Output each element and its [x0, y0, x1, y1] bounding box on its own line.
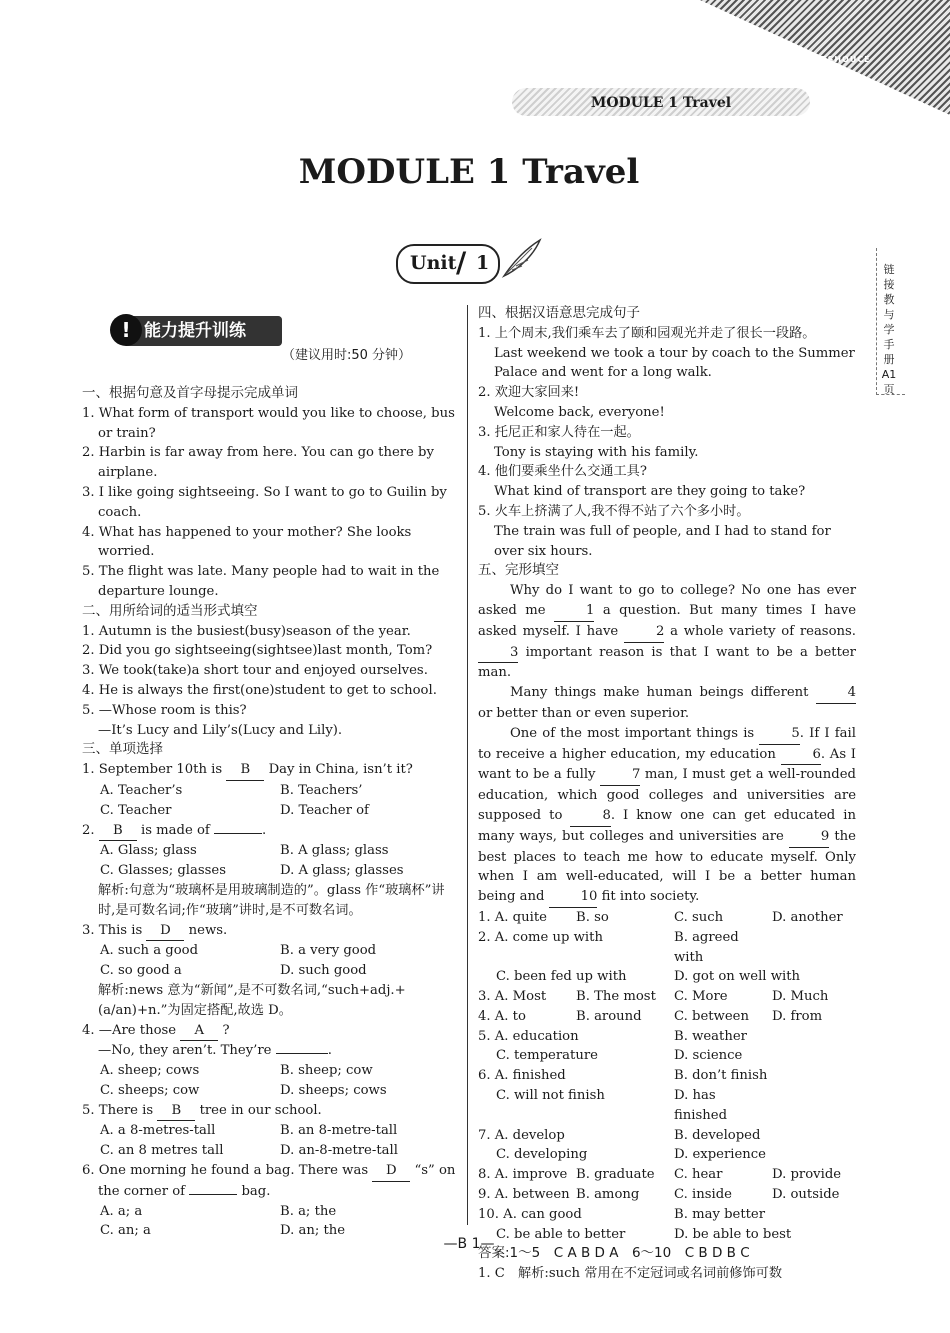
options: C. an; a D. an; the [100, 1223, 346, 1239]
question: 1. What form of transport would you like to choose, bus or train? [82, 405, 455, 441]
question: 1. September 10th is B Day in China, isn’t it? [82, 760, 458, 781]
question: 4. He is always the first(one)student to get to school. [82, 682, 437, 698]
answer-blank: D [146, 921, 184, 942]
cloze-blank: 7 [600, 765, 640, 786]
module-banner: MODULE 1 Travel [512, 88, 810, 116]
cloze-blank: 9 [789, 827, 829, 848]
cloze-blank: 8 [570, 806, 610, 827]
options: 7. A. develop B. developed [478, 1127, 761, 1143]
suggested-time: （建议用时:50 分钟） [282, 348, 412, 363]
section-title: 三、单项选择 [82, 741, 163, 758]
side-note: 链 接 教 与 学 手 册 A1 页 [881, 263, 897, 396]
answer-blank: A [180, 1021, 218, 1042]
options: 9. A. between B. among C. inside D. outside [478, 1187, 840, 1203]
answer-blank: B [99, 821, 137, 842]
options: 8. A. improve B. graduate C. hear D. provide [478, 1167, 842, 1183]
answer-explanation: 1. C 解析:such 常用在不定冠词或名词前修饰可数 [478, 1266, 783, 1282]
answer-sentence: Last weekend we took a tour by coach to the Summer Palace and went for a long walk. [494, 345, 855, 381]
options: 5. A. education B. weather [478, 1028, 747, 1044]
options: C. Teacher D. Teacher of [100, 802, 369, 818]
question: 2. B is made of . [82, 821, 458, 842]
question: 1. Autumn is the busiest(busy)season of the year. [82, 623, 411, 639]
passage-paragraph: Why do I want to go to college? No one has ever asked me 1 a question. But many times I have asked myself. I have 2 a whole variety of reasons. 3 important reason is that I want to be a better man. [478, 583, 857, 681]
answer-sentence: Tony is staying with his family. [494, 444, 699, 460]
options: A. a; a B. a; the [100, 1203, 337, 1219]
unit-slash: / [456, 246, 467, 279]
options: C. sheeps; cow D. sheeps; cows [100, 1082, 387, 1098]
cloze-blank: 5 [759, 724, 799, 745]
options: C. developing D. experience [496, 1147, 766, 1163]
cloze-blank: 4 [816, 683, 856, 704]
question: 3. We took(take)a short tour and enjoyed ourselves. [82, 663, 428, 679]
section-title: 五、完形填空 [478, 562, 559, 579]
question: 3. This is D news. [82, 921, 458, 942]
page-number: —B 1— [443, 1236, 495, 1252]
question-line: —No, they aren’t. They’re . [98, 1043, 332, 1059]
unit-number: 1 [476, 252, 490, 274]
question: 2. Harbin is far away from here. You can go there by airplane. [82, 445, 434, 481]
answer-blank: B [226, 760, 264, 781]
section-title: 四、根据汉语意思完成句子 [478, 305, 640, 321]
options: A. a 8-metres-tall B. an 8-metre-tall [100, 1123, 398, 1139]
question: —It’s Lucy and Lily’s(Lucy and Lily). [98, 722, 343, 738]
cloze-blank: 3 [478, 643, 518, 664]
options: C. will not finish D. has finished [496, 1088, 728, 1123]
cloze-blank: 1 [554, 601, 594, 622]
question: 3. I like going sightseeing. So I want to go to Guilin by coach. [82, 484, 447, 520]
passage-paragraph: Many things make human beings different 4 or better than or even superior. [478, 685, 856, 721]
blank [189, 1194, 237, 1195]
answer-sentence: What kind of transport are they going to take? [494, 484, 806, 500]
answer-sentence: The train was full of people, and I had to stand for over six hours. [494, 523, 831, 559]
feather-icon [498, 236, 544, 282]
section-title: 一、根据句意及首字母提示完成单词 [82, 385, 298, 401]
right-column [478, 304, 856, 1284]
cloze-blank: 2 [624, 622, 664, 643]
options: A. Glass; glass B. A glass; glass [100, 843, 389, 859]
answer-blank: B [157, 1101, 195, 1122]
column-divider [467, 305, 468, 1225]
answer-blank: D [372, 1161, 410, 1182]
options: A. Teacher’s B. Teachers’ [100, 782, 363, 798]
blank [276, 1053, 328, 1054]
cloze-blank: 10 [549, 887, 598, 908]
question: 2. Did you go sightseeing(sightsee)last month, Tom? [82, 643, 433, 659]
options: 4. A. to B. around C. between D. from [478, 1008, 823, 1024]
options: 6. A. finished B. don’t finish [478, 1068, 768, 1084]
options: C. temperature D. science [496, 1048, 743, 1064]
question: 1. 上个周末,我们乘车去了颐和园观光并走了很长一段路。 [478, 325, 816, 341]
options: C. been fed up with D. got on well with [496, 969, 801, 985]
cloze-blank: 6 [781, 745, 821, 766]
unit-badge [396, 244, 500, 284]
unit-label: Unit [410, 252, 457, 274]
answer-sentence: Welcome back, everyone! [494, 404, 665, 420]
explanation: 解析:news 意为“新闻”,是不可数名词,“such+adj.+(a/an)+n.”为固定搭配,故选 D。 [98, 982, 406, 1018]
options: A. such a good B. a very good [100, 943, 377, 959]
question: 5. —Whose room is this? [82, 702, 247, 718]
question-line: the corner of bag. [98, 1183, 271, 1199]
question: 6. One morning he found a bag. There was D “s” on [82, 1161, 458, 1182]
corner-logo: LIANYUCESHOUCE [775, 55, 871, 64]
question: 5. There is B tree in our school. [82, 1101, 458, 1122]
page-title: MODULE 1 Travel [298, 152, 640, 192]
options: 1. A. quite B. so C. such D. another [478, 909, 843, 925]
options: C. Glasses; glasses D. A glass; glasses [100, 863, 404, 879]
question: 5. 火车上挤满了人,我不得不站了六个多小时。 [478, 503, 750, 519]
options: C. be able to better D. be able to best [496, 1226, 792, 1242]
ability-label: 能力提升训练 [144, 321, 246, 341]
options: 2. A. come up with B. agreed with [478, 929, 739, 965]
left-column [82, 384, 458, 1241]
question: 3. 托尼正和家人待在一起。 [478, 424, 640, 440]
question: 4. 他们要乘坐什么交通工具? [478, 464, 647, 480]
section-title: 二、用所给词的适当形式填空 [82, 602, 258, 619]
question: 2. 欢迎大家回来! [478, 385, 580, 401]
options: A. sheep; cows B. sheep; cow [100, 1063, 373, 1079]
answer-key: 答案:1～5 C A B D A 6～10 C B D B C [478, 1245, 750, 1262]
question: 4. —Are those A ? [82, 1021, 458, 1042]
options: 3. A. Most B. The most C. More D. Much [478, 989, 829, 1005]
blank [214, 833, 262, 834]
question: 5. The flight was late. Many people had to wait in the departure lounge. [82, 564, 440, 599]
question: 4. What has happened to your mother? She looks worried. [82, 524, 412, 560]
options: 10. A. can good B. may better [478, 1206, 766, 1222]
explanation: 解析:句意为“玻璃杯是用玻璃制造的”。glass 作“玻璃杯”讲时,是可数名词;作“玻璃”讲时,是不可数名词。 [98, 882, 445, 918]
options: C. an 8 metres tall D. an-8-metre-tall [100, 1143, 398, 1159]
ability-heading [114, 316, 282, 346]
passage-paragraph: One of the most important things is 5. If I fail to receive a higher education, my education 6. As I want to be a fully 7 man, I must get a well-rounded education, which good colleges and universities are supposed to 8. I know one can get educated in many ways, but colleges and universities are 9 the best places to teach me how to educate myself. Only when I am well-educated, will I be a better human being and 10 fit into society. [478, 724, 856, 908]
exclamation-icon: ! [110, 314, 142, 346]
options: C. so good a D. such good [100, 963, 367, 979]
